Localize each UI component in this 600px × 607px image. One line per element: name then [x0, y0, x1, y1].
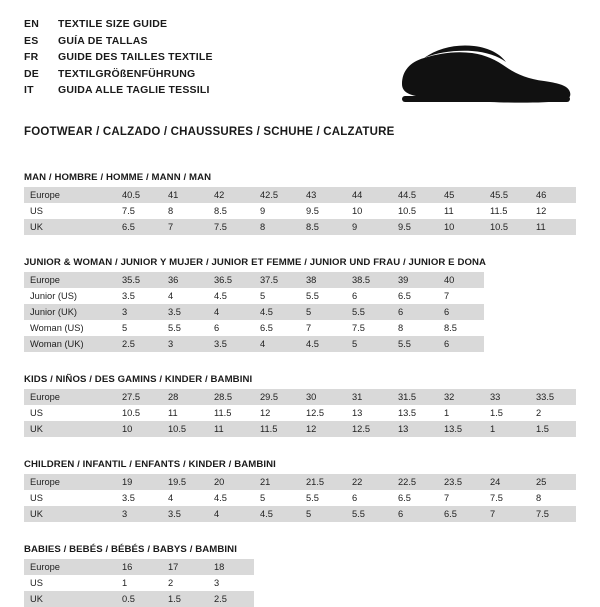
size-cell: 4.5	[254, 506, 300, 522]
row-label: Woman (US)	[24, 320, 116, 336]
section-title: MAN / HOMBRE / HOMME / MANN / MAN	[24, 172, 212, 183]
row-label: Junior (UK)	[24, 304, 116, 320]
language-code: ES	[24, 34, 39, 47]
empty-cell	[346, 559, 392, 575]
size-cell: 18	[208, 559, 254, 575]
size-section	[24, 459, 576, 522]
size-cell: 38	[300, 272, 346, 288]
size-cell: 39	[392, 272, 438, 288]
row-label: UK	[24, 591, 116, 607]
size-cell: 8	[254, 219, 300, 235]
empty-cell	[484, 336, 530, 352]
size-cell: 24	[484, 474, 530, 490]
row-label: US	[24, 203, 116, 219]
empty-cell	[484, 575, 530, 591]
table-row	[24, 490, 576, 506]
empty-cell	[346, 591, 392, 607]
size-cell: 21.5	[300, 474, 346, 490]
size-cell: 5.5	[300, 288, 346, 304]
size-cell: 3.5	[162, 304, 208, 320]
row-label: US	[24, 405, 116, 421]
size-cell: 12	[530, 203, 576, 219]
empty-cell	[254, 559, 300, 575]
size-cell: 10.5	[392, 203, 438, 219]
size-cell: 7	[438, 288, 484, 304]
size-cell: 10.5	[162, 421, 208, 437]
size-cell: 6.5	[116, 219, 162, 235]
size-cell: 44	[346, 187, 392, 203]
size-table	[24, 187, 576, 235]
page-header	[24, 16, 576, 112]
size-cell: 2.5	[208, 591, 254, 607]
empty-cell	[530, 272, 576, 288]
size-cell: 8.5	[300, 219, 346, 235]
table-row	[24, 288, 576, 304]
size-cell: 32	[438, 389, 484, 405]
empty-cell	[530, 591, 576, 607]
size-cell: 5	[300, 506, 346, 522]
size-cell: 7.5	[346, 320, 392, 336]
size-cell: 13.5	[392, 405, 438, 421]
category-title: FOOTWEAR / CALZADO / CHAUSSURES / SCHUHE / CALZATURE	[24, 126, 395, 138]
section-title: CHILDREN / INFANTIL / ENFANTS / KINDER / BAMBINI	[24, 459, 276, 470]
language-code: EN	[24, 18, 39, 30]
table-row	[24, 320, 576, 336]
size-section	[24, 374, 576, 437]
size-cell: 31	[346, 389, 392, 405]
size-cell: 3.5	[116, 288, 162, 304]
size-cell: 6.5	[438, 506, 484, 522]
size-cell: 25	[530, 474, 576, 490]
size-cell: 7	[484, 506, 530, 522]
size-cell: 3.5	[208, 336, 254, 352]
row-label: UK	[24, 219, 116, 235]
size-cell: 6.5	[392, 288, 438, 304]
size-cell: 42	[208, 187, 254, 203]
language-title-list	[24, 16, 213, 99]
size-cell: 45.5	[484, 187, 530, 203]
language-row	[24, 16, 213, 33]
size-cell: 22.5	[392, 474, 438, 490]
size-cell: 5.5	[162, 320, 208, 336]
empty-cell	[484, 320, 530, 336]
empty-cell	[254, 575, 300, 591]
size-cell: 7	[162, 219, 208, 235]
size-cell: 12	[254, 405, 300, 421]
size-cell: 1	[438, 405, 484, 421]
size-cell: 11.5	[254, 421, 300, 437]
size-cell: 45	[438, 187, 484, 203]
size-cell: 31.5	[392, 389, 438, 405]
size-cell: 16	[116, 559, 162, 575]
size-cell: 4.5	[208, 490, 254, 506]
size-cell: 2	[162, 575, 208, 591]
table-row	[24, 421, 576, 437]
table-row	[24, 474, 576, 490]
table-row	[24, 304, 576, 320]
size-cell: 11.5	[208, 405, 254, 421]
size-section	[24, 544, 576, 607]
size-cell: 0.5	[116, 591, 162, 607]
empty-cell	[300, 591, 346, 607]
size-cell: 7.5	[116, 203, 162, 219]
table-row	[24, 219, 576, 235]
size-cell: 36.5	[208, 272, 254, 288]
size-cell: 7.5	[530, 506, 576, 522]
size-cell: 5.5	[300, 490, 346, 506]
size-cell: 21	[254, 474, 300, 490]
size-cell: 38.5	[346, 272, 392, 288]
size-cell: 3	[116, 304, 162, 320]
size-cell: 5.5	[392, 336, 438, 352]
size-cell: 6	[346, 490, 392, 506]
size-cell: 41	[162, 187, 208, 203]
size-cell: 9.5	[392, 219, 438, 235]
table-row	[24, 559, 576, 575]
size-cell: 7.5	[208, 219, 254, 235]
table-row	[24, 591, 576, 607]
size-cell: 6	[438, 304, 484, 320]
table-row	[24, 203, 576, 219]
size-cell: 9	[254, 203, 300, 219]
language-code: FR	[24, 51, 39, 63]
size-table	[24, 474, 576, 522]
size-cell: 11	[162, 405, 208, 421]
size-cell: 30	[300, 389, 346, 405]
size-cell: 1	[116, 575, 162, 591]
size-cell: 37.5	[254, 272, 300, 288]
size-cell: 9	[346, 219, 392, 235]
size-cell: 35.5	[116, 272, 162, 288]
size-cell: 2	[530, 405, 576, 421]
size-cell: 8	[530, 490, 576, 506]
size-cell: 22	[346, 474, 392, 490]
size-section	[24, 257, 576, 352]
size-cell: 4	[208, 304, 254, 320]
language-title: TEXTILE SIZE GUIDE	[58, 18, 168, 30]
size-cell: 4.5	[208, 288, 254, 304]
language-row	[24, 49, 213, 66]
size-cell: 11	[530, 219, 576, 235]
size-cell: 40	[438, 272, 484, 288]
size-cell: 44.5	[392, 187, 438, 203]
size-cell: 13	[346, 405, 392, 421]
size-cell: 4	[162, 490, 208, 506]
table-row	[24, 506, 576, 522]
size-cell: 4	[254, 336, 300, 352]
size-cell: 5.5	[346, 506, 392, 522]
size-cell: 4.5	[254, 304, 300, 320]
size-cell: 5	[300, 304, 346, 320]
size-cell: 10.5	[484, 219, 530, 235]
empty-cell	[300, 575, 346, 591]
size-cell: 46	[530, 187, 576, 203]
size-cell: 11	[438, 203, 484, 219]
row-label: US	[24, 575, 116, 591]
section-title: BABIES / BEBÉS / BÉBÉS / BABYS / BAMBINI	[24, 544, 237, 555]
size-cell: 10	[346, 203, 392, 219]
size-cell: 19.5	[162, 474, 208, 490]
size-cell: 36	[162, 272, 208, 288]
size-cell: 10	[438, 219, 484, 235]
empty-cell	[530, 320, 576, 336]
size-cell: 5	[116, 320, 162, 336]
language-title: GUIDE DES TAILLES TEXTILE	[58, 51, 213, 63]
empty-cell	[484, 559, 530, 575]
size-cell: 19	[116, 474, 162, 490]
language-row	[24, 66, 213, 83]
language-row	[24, 82, 213, 99]
size-cell: 6.5	[254, 320, 300, 336]
size-cell: 11.5	[484, 203, 530, 219]
row-label: UK	[24, 506, 116, 522]
empty-cell	[530, 304, 576, 320]
row-label: Europe	[24, 474, 116, 490]
size-cell: 8.5	[438, 320, 484, 336]
size-cell: 28	[162, 389, 208, 405]
table-row	[24, 336, 576, 352]
size-cell: 6	[346, 288, 392, 304]
section-title: KIDS / NIÑOS / DES GAMINS / KINDER / BAMBINI	[24, 374, 253, 385]
row-label: Junior (US)	[24, 288, 116, 304]
size-cell: 11	[208, 421, 254, 437]
size-cell: 33	[484, 389, 530, 405]
row-label: Europe	[24, 389, 116, 405]
empty-cell	[300, 559, 346, 575]
size-table	[24, 389, 576, 437]
size-cell: 5	[346, 336, 392, 352]
empty-cell	[438, 559, 484, 575]
size-cell: 6	[438, 336, 484, 352]
size-cell: 6.5	[392, 490, 438, 506]
size-cell: 13.5	[438, 421, 484, 437]
size-cell: 3.5	[116, 490, 162, 506]
empty-cell	[530, 575, 576, 591]
size-cell: 1.5	[162, 591, 208, 607]
language-title: TEXTILGRÖßENFÜHRUNG	[58, 67, 196, 80]
size-sections	[24, 172, 576, 607]
size-cell: 6	[208, 320, 254, 336]
size-cell: 13	[392, 421, 438, 437]
size-cell: 7.5	[484, 490, 530, 506]
size-cell: 33.5	[530, 389, 576, 405]
empty-cell	[484, 272, 530, 288]
size-cell: 27.5	[116, 389, 162, 405]
size-cell: 3	[162, 336, 208, 352]
size-cell: 3	[116, 506, 162, 522]
language-row	[24, 33, 213, 50]
language-title: GUIDA ALLE TAGLIE TESSILI	[58, 84, 210, 96]
empty-cell	[484, 288, 530, 304]
size-cell: 4	[162, 288, 208, 304]
dress-shoe-icon	[394, 38, 574, 112]
language-code: IT	[24, 84, 34, 96]
size-cell: 5	[254, 288, 300, 304]
size-cell: 20	[208, 474, 254, 490]
row-label: Europe	[24, 272, 116, 288]
row-label: Europe	[24, 187, 116, 203]
empty-cell	[392, 591, 438, 607]
size-cell: 3	[208, 575, 254, 591]
size-cell: 40.5	[116, 187, 162, 203]
size-cell: 3.5	[162, 506, 208, 522]
size-cell: 9.5	[300, 203, 346, 219]
size-cell: 1.5	[530, 421, 576, 437]
size-cell: 43	[300, 187, 346, 203]
size-cell: 8.5	[208, 203, 254, 219]
size-cell: 10	[116, 421, 162, 437]
empty-cell	[530, 288, 576, 304]
size-cell: 6	[392, 304, 438, 320]
size-cell: 23.5	[438, 474, 484, 490]
size-table	[24, 272, 576, 352]
size-cell: 12	[300, 421, 346, 437]
empty-cell	[530, 559, 576, 575]
empty-cell	[254, 591, 300, 607]
size-cell: 7	[300, 320, 346, 336]
empty-cell	[392, 559, 438, 575]
table-row	[24, 575, 576, 591]
size-cell: 7	[438, 490, 484, 506]
size-cell: 12.5	[346, 421, 392, 437]
size-section	[24, 172, 576, 235]
size-cell: 1.5	[484, 405, 530, 421]
size-cell: 5	[254, 490, 300, 506]
size-cell: 4	[208, 506, 254, 522]
empty-cell	[346, 575, 392, 591]
empty-cell	[438, 591, 484, 607]
empty-cell	[530, 336, 576, 352]
table-row	[24, 389, 576, 405]
size-cell: 6	[392, 506, 438, 522]
empty-cell	[438, 575, 484, 591]
size-cell: 17	[162, 559, 208, 575]
size-cell: 10.5	[116, 405, 162, 421]
row-label: Europe	[24, 559, 116, 575]
size-cell: 1	[484, 421, 530, 437]
language-title-list-body	[24, 16, 213, 99]
size-cell: 29.5	[254, 389, 300, 405]
empty-cell	[484, 304, 530, 320]
size-cell: 2.5	[116, 336, 162, 352]
language-title: GUÍA DE TALLAS	[58, 34, 148, 47]
table-row	[24, 272, 576, 288]
size-cell: 4.5	[300, 336, 346, 352]
row-label: US	[24, 490, 116, 506]
language-code: DE	[24, 67, 39, 80]
empty-cell	[392, 575, 438, 591]
size-cell: 28.5	[208, 389, 254, 405]
row-label: UK	[24, 421, 116, 437]
size-cell: 42.5	[254, 187, 300, 203]
size-cell: 12.5	[300, 405, 346, 421]
table-row	[24, 187, 576, 203]
size-cell: 8	[162, 203, 208, 219]
empty-cell	[484, 591, 530, 607]
section-title: JUNIOR & WOMAN / JUNIOR Y MUJER / JUNIOR ET FEMME / JUNIOR UND FRAU / JUNIOR E DONA	[24, 257, 487, 268]
table-row	[24, 405, 576, 421]
size-cell: 8	[392, 320, 438, 336]
row-label: Woman (UK)	[24, 336, 116, 352]
size-cell: 5.5	[346, 304, 392, 320]
